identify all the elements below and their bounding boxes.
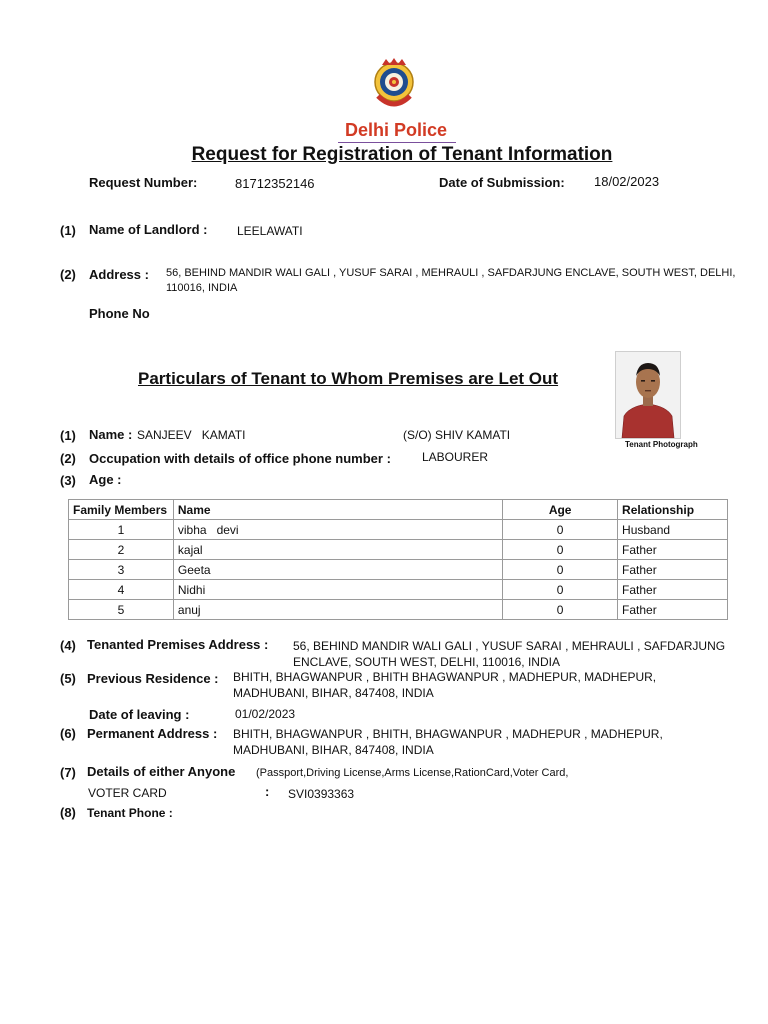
occupation-value: LABOURER bbox=[422, 450, 489, 464]
column-header: Family Members bbox=[69, 500, 174, 520]
tenant-section-title: Particulars of Tenant to Whom Premises are Let Out bbox=[138, 369, 559, 388]
tenant-item-number-3: (3) bbox=[60, 473, 76, 488]
member-number: 4 bbox=[69, 580, 174, 600]
landlord-name-value: LEELAWATI bbox=[237, 224, 303, 238]
submission-date-value: 18/02/2023 bbox=[594, 174, 660, 189]
tenant-item-number-2: (2) bbox=[60, 451, 76, 466]
member-age: 0 bbox=[503, 600, 618, 620]
previous-residence-line1: BHITH, BHAGWANPUR , BHITH BHAGWANPUR , MADHEPUR, MADHEPUR, bbox=[233, 670, 657, 684]
age-label: Age : bbox=[89, 472, 122, 487]
table-header-row bbox=[69, 500, 728, 520]
title-underline bbox=[338, 142, 456, 143]
tenant-phone-label: Tenant Phone : bbox=[87, 806, 173, 820]
item-number-4: (4) bbox=[60, 638, 76, 653]
permanent-address-line1: BHITH, BHAGWANPUR , BHITH, BHAGWANPUR , MADHEPUR , MADHEPUR, bbox=[233, 727, 663, 741]
table-row bbox=[69, 560, 728, 580]
member-relationship: Father bbox=[618, 560, 728, 580]
premises-address-label: Tenanted Premises Address : bbox=[87, 637, 269, 652]
member-number: 5 bbox=[69, 600, 174, 620]
member-name: Geeta bbox=[173, 560, 502, 580]
leaving-date-label: Date of leaving : bbox=[89, 707, 190, 722]
member-age: 0 bbox=[503, 520, 618, 540]
item-number-6: (6) bbox=[60, 726, 76, 741]
member-age: 0 bbox=[503, 540, 618, 560]
landlord-name-label: Name of Landlord : bbox=[89, 222, 208, 237]
column-header: Age bbox=[503, 500, 618, 520]
landlord-address-line2: 110016, INDIA bbox=[166, 282, 238, 294]
table-row bbox=[69, 600, 728, 620]
previous-residence-label: Previous Residence : bbox=[87, 671, 219, 686]
member-number: 2 bbox=[69, 540, 174, 560]
previous-residence-line2: MADHUBANI, BIHAR, 847408, INDIA bbox=[233, 686, 434, 700]
page-title: Request for Registration of Tenant Information bbox=[191, 144, 613, 165]
item-number-7: (7) bbox=[60, 765, 76, 780]
item-number-2: (2) bbox=[60, 267, 76, 282]
premises-address-line1: 56, BEHIND MANDIR WALI GALI , YUSUF SARAI , MEHRAULI , SAFDARJUNG bbox=[293, 639, 726, 653]
permanent-address-line2: MADHUBANI, BIHAR, 847408, INDIA bbox=[233, 743, 434, 757]
table-row bbox=[69, 540, 728, 560]
family-members-table bbox=[68, 499, 728, 620]
table-row bbox=[69, 580, 728, 600]
column-header: Relationship bbox=[618, 500, 728, 520]
submission-date-label: Date of Submission: bbox=[439, 175, 565, 190]
tenant-photo bbox=[615, 351, 681, 439]
id-number: SVI0393363 bbox=[288, 787, 355, 801]
id-separator: : bbox=[265, 784, 270, 799]
member-number: 3 bbox=[69, 560, 174, 580]
request-number-label: Request Number: bbox=[89, 175, 198, 190]
member-age: 0 bbox=[503, 560, 618, 580]
leaving-date-value: 01/02/2023 bbox=[235, 707, 296, 721]
item-number-8: (8) bbox=[60, 805, 76, 820]
tenant-photo-caption: Tenant Photograph bbox=[625, 440, 698, 449]
landlord-phone-label: Phone No bbox=[89, 306, 150, 321]
tenant-item-number-1: (1) bbox=[60, 428, 76, 443]
premises-address-line2: ENCLAVE, SOUTH WEST, DELHI, 110016, INDIA bbox=[293, 655, 560, 669]
id-details-note: (Passport,Driving License,Arms License,RationCard,Voter Card, bbox=[256, 767, 569, 779]
delhi-police-emblem bbox=[364, 56, 424, 114]
member-name: Nidhi bbox=[173, 580, 502, 600]
member-relationship: Father bbox=[618, 540, 728, 560]
tenant-relation: (S/O) SHIV KAMATI bbox=[403, 428, 511, 442]
member-relationship: Father bbox=[618, 600, 728, 620]
landlord-address-line1: 56, BEHIND MANDIR WALI GALI , YUSUF SARAI , MEHRAULI , SAFDARJUNG ENCLAVE, SOUTH WEST, DELHI, bbox=[166, 267, 736, 279]
tenant-name-label: Name : bbox=[89, 427, 133, 442]
member-relationship: Father bbox=[618, 580, 728, 600]
request-number-value: 81712352146 bbox=[235, 176, 315, 191]
member-number: 1 bbox=[69, 520, 174, 540]
organization-title: Delhi Police bbox=[344, 120, 448, 140]
item-number-1: (1) bbox=[60, 223, 76, 238]
occupation-label: Occupation with details of office phone number : bbox=[89, 451, 391, 466]
landlord-address-label: Address : bbox=[89, 267, 149, 282]
id-details-label: Details of either Anyone bbox=[87, 764, 236, 779]
column-header: Name bbox=[173, 500, 502, 520]
member-name: vibha devi bbox=[173, 520, 502, 540]
member-name: anuj bbox=[173, 600, 502, 620]
member-name: kajal bbox=[173, 540, 502, 560]
member-age: 0 bbox=[503, 580, 618, 600]
table-row bbox=[69, 520, 728, 540]
permanent-address-label: Permanent Address : bbox=[87, 726, 218, 741]
member-relationship: Husband bbox=[618, 520, 728, 540]
item-number-5: (5) bbox=[60, 671, 76, 686]
id-type: VOTER CARD bbox=[88, 786, 167, 800]
tenant-name-value: SANJEEV KAMATI bbox=[137, 428, 246, 442]
